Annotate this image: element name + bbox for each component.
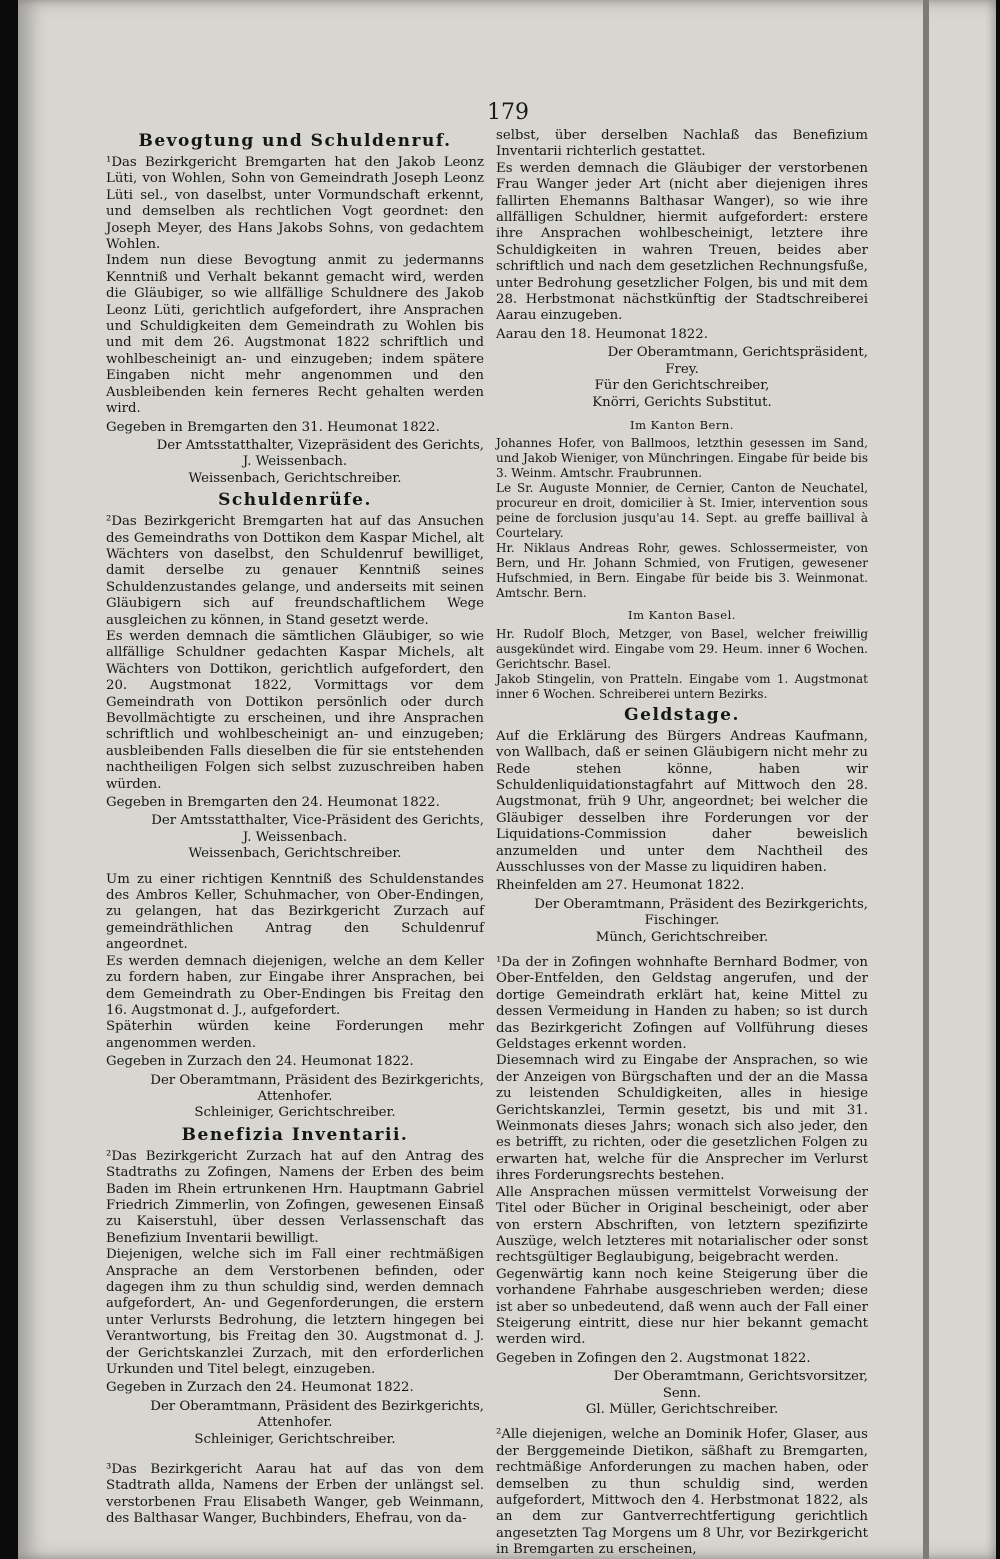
signature-line: Der Oberamtmann, Präsident des Bezirkgerichts, — [534, 896, 868, 912]
section-heading: Geldstage. — [624, 704, 740, 725]
signature-line: Weissenbach, Gerichtschreiber. — [188, 846, 402, 862]
signature-line: Der Oberamtmann, Präsident des Bezirkgerichts, — [150, 1072, 484, 1088]
section-heading: Bevogtung und Schuldenruf. — [138, 131, 452, 151]
date-line: Gegeben in Bremgarten den 31. Heumonat 1822. — [106, 419, 440, 435]
date-line: Rheinfelden am 27. Heumonat 1822. — [496, 878, 745, 894]
paragraph: Späterhin würden keine Forderungen mehr angenommen werden. — [106, 1019, 484, 1051]
paragraph: Johannes Hofer, von Ballmoos, letzthin gesessen im Sand, und Jakob Wieniger, von Münchringen. Eingabe für beide bis 3. Weinm. Amtschr. Fraubrunnen. — [496, 436, 868, 481]
paragraph: Hr. Niklaus Andreas Rohr, gewes. Schlossermeister, von Bern, und Hr. Johann Schmied, von Frutigen, gewesener Hufschmied, in Bern. Eingabe für beide bis 3. Weinmonat. Amtschr. Bern. — [496, 541, 868, 601]
signature-line: Knörri, Gerichts Substitut. — [592, 394, 772, 410]
paragraph: Jakob Stingelin, von Pratteln. Eingabe vom 1. Augstmonat inner 6 Wochen. Schreiberei untern Bezirks. — [496, 671, 868, 701]
paragraph: Auf die Erklärung des Bürgers Andreas Kaufmann, von Wallbach, daß er seinen Gläubigern nicht mehr zu Rede stehen könne, haben wir Schuldenliquidationstagfahrt auf Mittwoch den 28. Augstmonat, früh 9 Uhr, angeordnet; bei welcher die Gläubiger desselben ihre Forderungen vor der Liquidations-Commission daher beweislich anzumelden und unter dem Nachtheil des Ausschlusses von der Masse zu liquidiren haben. — [496, 728, 868, 875]
signature-line: Schleiniger, Gerichtschreiber. — [194, 1105, 396, 1121]
paragraph: Indem nun diese Bevogtung anmit zu jedermanns Kenntniß und Verhalt bekannt gemacht wird, werden die Gläubiger, so wie allfällige Schuldnere des Jakob Leonz Lüti, gerichtlich aufgefordert, ihre Ansprachen und Schuldigkeiten dem Gemeindrath zu Wohlen bis und mit dem 26. Augstmonat 1822 schriftlich und wohlbescheinigt an- und einzugeben; indem spätere Eingaben nicht mehr angenommen und den Ausbleibenden kein ferneres Recht gehalten werden wird. — [106, 253, 484, 417]
signature-line: Attenhofer. — [257, 1415, 333, 1431]
date-line: Gegeben in Zurzach den 24. Heumonat 1822. — [106, 1380, 414, 1396]
signature-line: J. Weissenbach. — [242, 829, 348, 845]
paragraph: Hr. Rudolf Bloch, Metzger, von Basel, welcher freiwillig ausgekündet wird. Eingabe vom 29. Heum. inner 6 Wochen. Gerichtschr. Basel. — [496, 626, 868, 671]
signature-line: Senn. — [662, 1385, 702, 1401]
signature-line: Weissenbach, Gerichtschreiber. — [188, 470, 402, 486]
signature-line: J. Weissenbach. — [242, 454, 348, 470]
signature-line: Der Oberamtmann, Gerichtspräsident, — [607, 345, 868, 361]
paragraph: ²Das Bezirkgericht Bremgarten hat auf das Ansuchen des Gemeindraths von Dottikon dem Kaspar Michel, alt Wächters von daselbst, den Schuldenruf bewilliget, damit derselbe zu genauer Kenntniß seines Schuldenzustandes gelange, und anderseits mit seinen Gläubigern sich auf freundschaftlichem Wege ausgleichen zu können, in Stand gesetzt werde. — [106, 514, 484, 628]
paragraph: Es werden demnach diejenigen, welche an dem Keller zu fordern haben, zur Eingabe ihrer Ansprachen, bei dem Gemeindrath zu Ober-Endingen bis Freitag den 16. Augstmonat d. J., aufgefordert. — [106, 953, 484, 1018]
paragraph: Diejenigen, welche sich im Fall einer rechtmäßigen Ansprache an dem Verstorbenen befinden, oder dagegen ihm zu thun schuldig sind, werden demnach aufgefordert, An- und Gegenforderungen, die erstern unter Verlursts Bedrohung, die letztern hingegen bei Verantwortung, bis Freitag den 30. Augstmonat d. J. der Gerichtskanzlei Zurzach, mit den erforderlichen Urkunden und Titel belegt, einzugeben. — [106, 1247, 484, 1378]
signature-line: Der Amtsstatthalter, Vizepräsident des Gerichts, — [156, 437, 484, 453]
scan-shadow-stripe — [923, 0, 929, 1559]
newspaper-page — [18, 0, 996, 1559]
signature-line: Münch, Gerichtschreiber. — [595, 929, 769, 945]
right-column — [496, 128, 868, 1559]
paragraph: ¹Da der in Zofingen wohnhafte Bernhard Bodmer, von Ober-Entfelden, den Geldstag angerufen, und der dortige Gemeindrath erklärt hat, keine Mittel zu dessen Vermeidung in Handen zu haben; so ist durch das Bezirkgericht Zofingen auf Vollführung dieses Geldstages erkennt worden. — [496, 955, 868, 1053]
paragraph: ²Alle diejenigen, welche an Dominik Hofer, Glaser, aus der Berggemeinde Dietikon, säßhaft zu Bremgarten, rechtmäßige Anforderungen zu machen haben, oder demselben zu thun schuldig sind, werden aufgefordert, Mittwoch den 4. Herbstmonat 1822, als an dem zur Gantverrechtfertigung gerichtlich angesetzten Tag Morgens um 8 Uhr, vor Bezirkgericht in Bremgarten zu erscheinen, — [496, 1427, 868, 1558]
paragraph: Gegenwärtig kann noch keine Steigerung über die vorhandene Fahrhabe ausgeschrieben werden; diese ist aber so unbedeutend, daß wenn auch der Fall einer Steigerung eintritt, diese nur hier bekannt gemacht werden wird. — [496, 1266, 868, 1348]
date-line: Gegeben in Zofingen den 2. Augstmonat 1822. — [496, 1350, 811, 1366]
signature-line: Gl. Müller, Gerichtschreiber. — [585, 1401, 779, 1417]
date-line: Gegeben in Bremgarten den 24. Heumonat 1822. — [106, 795, 440, 811]
signature-line: Fischinger. — [644, 913, 720, 929]
page-number: 179 — [487, 100, 529, 125]
paragraph: Alle Ansprachen müssen vermittelst Vorweisung der Titel oder Bücher in Original bescheinigt, oder aber von erstern Abschriften, von letztern spezifizirte Auszüge, welch letzteres mit notarialischer oder sonst rechtsgültiger Beglaubigung, beigebracht werden. — [496, 1184, 868, 1266]
paragraph: ²Das Bezirkgericht Zurzach hat auf den Antrag des Stadtraths zu Zofingen, Namens der Erben des beim Baden im Rhein ertrunkenen Hrn. Hauptmann Gabriel Friedrich Zimmerlin, von Zofingen, gewesenen Einsaß zu Kaiserstuhl, über dessen Verlassenschaft das Benefizium Inventarii bewilligt. — [106, 1148, 484, 1246]
paragraph: Diesemnach wird zu Eingabe der Ansprachen, so wie der Anzeigen von Bürgschaften und der an die Massa zu leistenden Schuldigkeiten, alles in hiesige Gerichtskanzlei, Termin gesetzt, bis und mit 31. Weinmonats dieses Jahrs; wonach sich also jeder, den es betrifft, zu richten, oder die gesetzlichen Folgen zu erwarten hat, welche für die Ansprecher im Verlurst ihres Forderungsrechts bestehen. — [496, 1053, 868, 1184]
date-line: Aarau den 18. Heumonat 1822. — [496, 326, 708, 342]
paragraph: Le Sr. Auguste Monnier, de Cernier, Canton de Neuchatel, procureur en droit, domicilier à St. Imier, intervention sous peine de forclusion jusqu'au 14. Sept. au greffe baillival à Courtelary. — [496, 481, 868, 541]
date-line: Gegeben in Zurzach den 24. Heumonat 1822. — [106, 1054, 414, 1070]
subsection-heading: Im Kanton Basel. — [628, 608, 736, 623]
paragraph: ³Das Bezirkgericht Aarau hat auf das von dem Stadtrath allda, Namens der Erben der unlängst sel. verstorbenen Frau Elisabeth Wanger, geb Weinmann, des Balthasar Wanger, Buchbinders, Ehefrau, von da- — [106, 1462, 484, 1527]
section-heading: Benefizia Inventarii. — [181, 1124, 409, 1145]
signature-line: Für den Gerichtschreiber, — [594, 378, 770, 394]
signature-line: Der Oberamtmann, Gerichtsvorsitzer, — [613, 1369, 868, 1385]
signature-line: Der Amtsstatthalter, Vice-Präsident des Gerichts, — [151, 813, 484, 829]
left-column — [106, 128, 484, 1528]
section-heading: Schuldenrüfe. — [218, 490, 372, 511]
paragraph: Um zu einer richtigen Kenntniß des Schuldenstandes des Ambros Keller, Schuhmacher, von Ober-Endingen, zu gelangen, hat das Bezirkgericht Zurzach auf gemeindräthlichen Antrag den Schuldenruf angeordnet. — [106, 871, 484, 953]
signature-line: Frey. — [665, 361, 699, 377]
paragraph: Es werden demnach die Gläubiger der verstorbenen Frau Wanger jeder Art (nicht aber diejenigen ihres fallirten Ehemanns Balthasar Wanger), so wie ihre allfälligen Schuldner, hiermit aufgefordert: erstere ihre Ansprachen wohlbescheinigt, letztere ihre Schuldigkeiten in wahren Treuen, beides aber schriftlich und nach dem gesetzlichen Rechnungsfuße, unter Bedrohung gesetzlicher Folgen, bis und mit dem 28. Herbstmonat nächstkünftig der Stadtschreiberei Aarau einzugeben. — [496, 160, 868, 324]
signature-line: Der Oberamtmann, Präsident des Bezirkgerichts, — [150, 1398, 484, 1414]
subsection-heading: Im Kanton Bern. — [630, 417, 734, 432]
signature-line: Schleiniger, Gerichtschreiber. — [194, 1431, 396, 1447]
paragraph: selbst, über derselben Nachlaß das Benefizium Inventarii richterlich gestattet. — [496, 128, 868, 160]
signature-line: Attenhofer. — [257, 1088, 333, 1104]
paragraph: ¹Das Bezirkgericht Bremgarten hat den Jakob Leonz Lüti, von Wohlen, Sohn von Gemeindrath Joseph Leonz Lüti sel., von daselbst, unter Vormundschaft erkennt, und demselben als rechtlichen Vogt geordnet: den Joseph Meyer, des Hans Jakobs Sohns, von gedachtem Wohlen. — [106, 155, 484, 253]
paragraph: Es werden demnach die sämtlichen Gläubiger, so wie allfällige Schuldner gedachten Kaspar Michels, alt Wächters von Dottikon, gerichtlich aufgefordert, den 20. Augstmonat 1822, Vormittags vor dem Gemeindrath von Dottikon persönlich oder durch Bevollmächtigte zu erscheinen, und ihre Ansprachen schriftlich und wohlbescheinigt an- und einzugeben; ausbleibenden Falls dieselben die für sie entstehenden nachtheiligen Folgen sich selbst zuzuschreiben haben würden. — [106, 628, 484, 792]
